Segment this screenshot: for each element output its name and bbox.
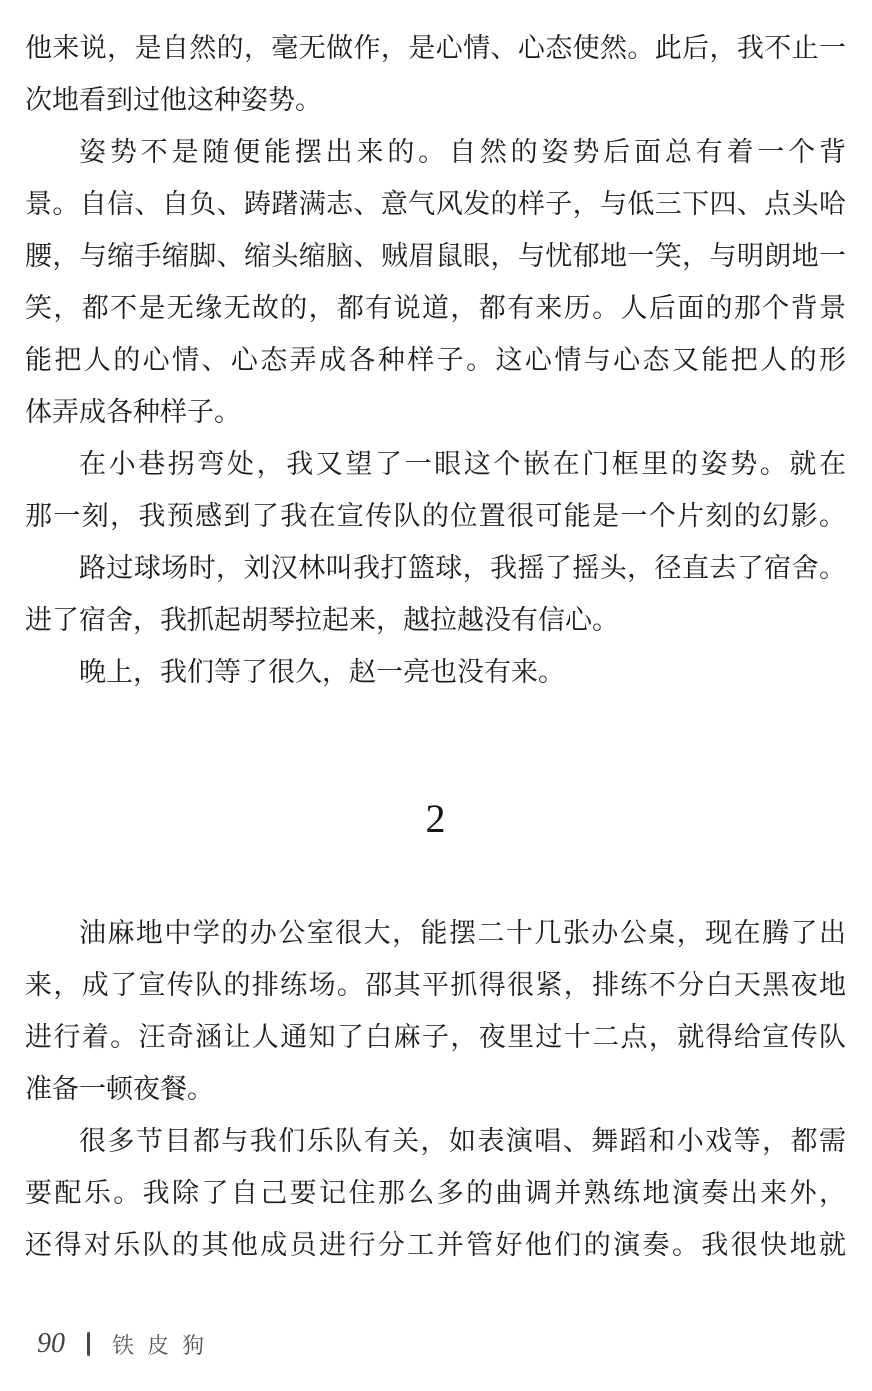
book-title: 铁皮狗 xyxy=(112,1332,218,1358)
text-line: 路过球场时，刘汉林叫我打篮球，我摇了摇头，径直去了宿舍。 xyxy=(79,553,846,583)
text-line: 体弄成各种样子。 xyxy=(25,397,241,427)
text-line: 要配乐。我除了自己要记住那么多的曲调并熟练地演奏出来外， xyxy=(25,1178,846,1208)
footer-separator-bar xyxy=(87,1332,90,1356)
paragraph xyxy=(25,126,846,438)
text-line: 晚上，我们等了很久，赵一亮也没有来。 xyxy=(79,657,565,687)
text-line: 很多节目都与我们乐队有关，如表演唱、舞蹈和小戏等，都需 xyxy=(79,1126,846,1156)
text-line: 油麻地中学的办公室很大，能摆二十几张办公桌，现在腾了出 xyxy=(79,918,846,948)
text-line: 来，成了宣传队的排练场。邵其平抓得很紧，排练不分白天黑夜地 xyxy=(25,970,846,1000)
paragraph xyxy=(25,438,846,542)
text-line: 腰，与缩手缩脚、缩头缩脑、贼眉鼠眼，与忧郁地一笑，与明朗地一 xyxy=(25,241,846,271)
text-line: 他来说，是自然的，毫无做作，是心情、心态使然。此后，我不止一 xyxy=(25,33,846,63)
text-line: 还得对乐队的其他成员进行分工并管好他们的演奏。我很快地就 xyxy=(25,1230,846,1260)
page-number: 90 xyxy=(37,1328,65,1359)
paragraph xyxy=(25,1115,846,1271)
page-footer xyxy=(25,1327,846,1361)
paragraph xyxy=(25,646,846,698)
text-line: 进行着。汪奇涵让人通知了白麻子，夜里过十二点，就得给宣传队 xyxy=(25,1022,846,1052)
text-line: 次地看到过他这种姿势。 xyxy=(25,85,322,115)
text-line: 能把人的心情、心态弄成各种样子。这心情与心态又能把人的形 xyxy=(25,345,846,375)
text-line: 准备一顿夜餐。 xyxy=(25,1074,214,1104)
paragraph xyxy=(25,542,846,646)
paragraph xyxy=(25,22,846,126)
text-line: 那一刻，我预感到了我在宣传队的位置很可能是一个片刻的幻影。 xyxy=(25,501,846,531)
text-line: 笑，都不是无缘无故的，都有说道，都有来历。人后面的那个背景 xyxy=(25,293,846,323)
text-line: 景。自信、自负、踌躇满志、意气风发的样子，与低三下四、点头哈 xyxy=(25,189,846,219)
text-line: 姿势不是随便能摆出来的。自然的姿势后面总有着一个背 xyxy=(79,137,846,167)
paragraph xyxy=(25,907,846,1115)
page-body xyxy=(25,22,846,1271)
text-line: 在小巷拐弯处，我又望了一眼这个嵌在门框里的姿势。就在 xyxy=(79,449,846,479)
section-number-heading: 2 xyxy=(425,796,446,841)
text-line: 进了宿舍，我抓起胡琴拉起来，越拉越没有信心。 xyxy=(25,605,619,635)
